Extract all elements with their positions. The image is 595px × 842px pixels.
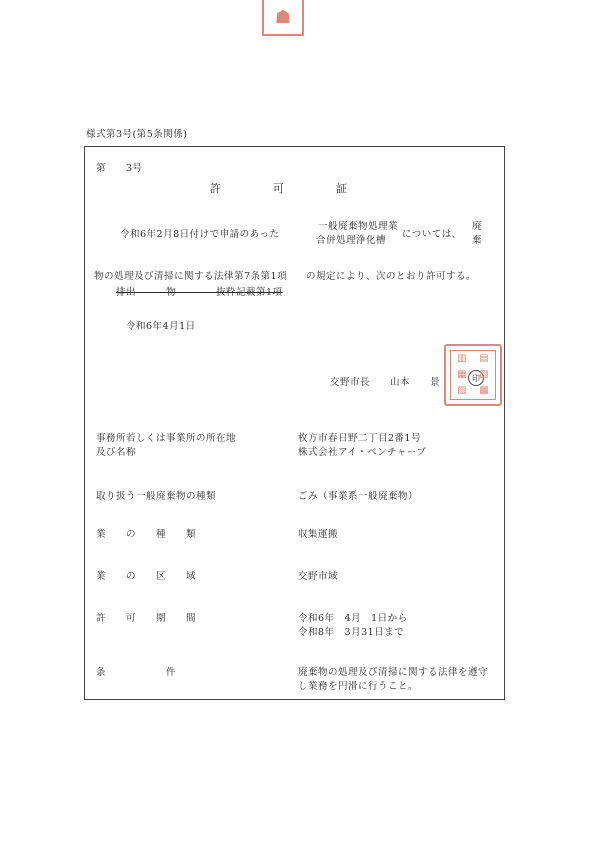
struck-text: 排出 物 抜粋記載第1項 [116, 287, 283, 298]
field-waste-type-value: ごみ（事業系一般廃棄物） [298, 491, 419, 502]
field-business-kind-value: 収集運搬 [298, 529, 339, 540]
business-type-upper: 一般廃棄物処理業 [318, 221, 399, 232]
correction-right-b: 棄 [472, 235, 483, 246]
body-line-1-end: については、 [402, 229, 462, 240]
field-office-value-1: 枚方市春日野二丁目2番1号 [298, 433, 422, 444]
field-conditions-value-2: し業務を円滑に行うこと。 [298, 681, 419, 692]
form-label: 様式第3号(第5条関係) [86, 129, 188, 140]
issuer-name: 交野市長 山本 景 [330, 377, 441, 388]
issue-date: 令和6年4月1日 [126, 321, 196, 332]
certificate-number: 第 3号 [96, 163, 143, 174]
field-business-kind-label: 業 の 種 類 [96, 529, 197, 540]
field-period-value-1: 令和6年 4月 1日から [298, 613, 408, 624]
field-period-label: 許 可 期 間 [96, 613, 197, 624]
business-type-lower: 合併処理浄化槽 [316, 235, 387, 246]
issuer-stamp-label: 印 [472, 373, 480, 383]
field-office-label-1: 事務所若しくは事業所の所在地 [96, 433, 237, 444]
field-conditions-label: 条 件 [96, 667, 177, 678]
body-line-2-end: の規定により、次のとおり許可する。 [306, 271, 477, 282]
field-waste-type-label: 取り扱う一般廃棄物の種類 [96, 491, 217, 502]
field-area-value: 交野市域 [298, 571, 339, 582]
field-area-label: 業 の 区 域 [96, 571, 197, 582]
field-conditions-value-1: 廃棄物の処理及び清掃に関する法律を遵守 [298, 667, 489, 678]
field-office-value-2: 株式会社アイ・ベンチャーブ [298, 447, 427, 458]
correction-right-a: 廃 [472, 221, 483, 232]
body-line-1: 令和6年2月8日付けで申請のあった [120, 229, 280, 240]
official-square-seal: ▥ ▤ ▦ ▧ ▨ ▩ [444, 344, 502, 406]
field-office-label-2: 及び名称 [96, 447, 137, 458]
field-period-value-2: 令和8年 3月31日まで [298, 627, 405, 638]
certificate-title: 許 可 証 [210, 182, 357, 195]
top-seal-stamp: ☗ [262, 0, 304, 36]
body-line-2: 物の処理及び清掃に関する法律第7条第1項 [94, 271, 288, 282]
